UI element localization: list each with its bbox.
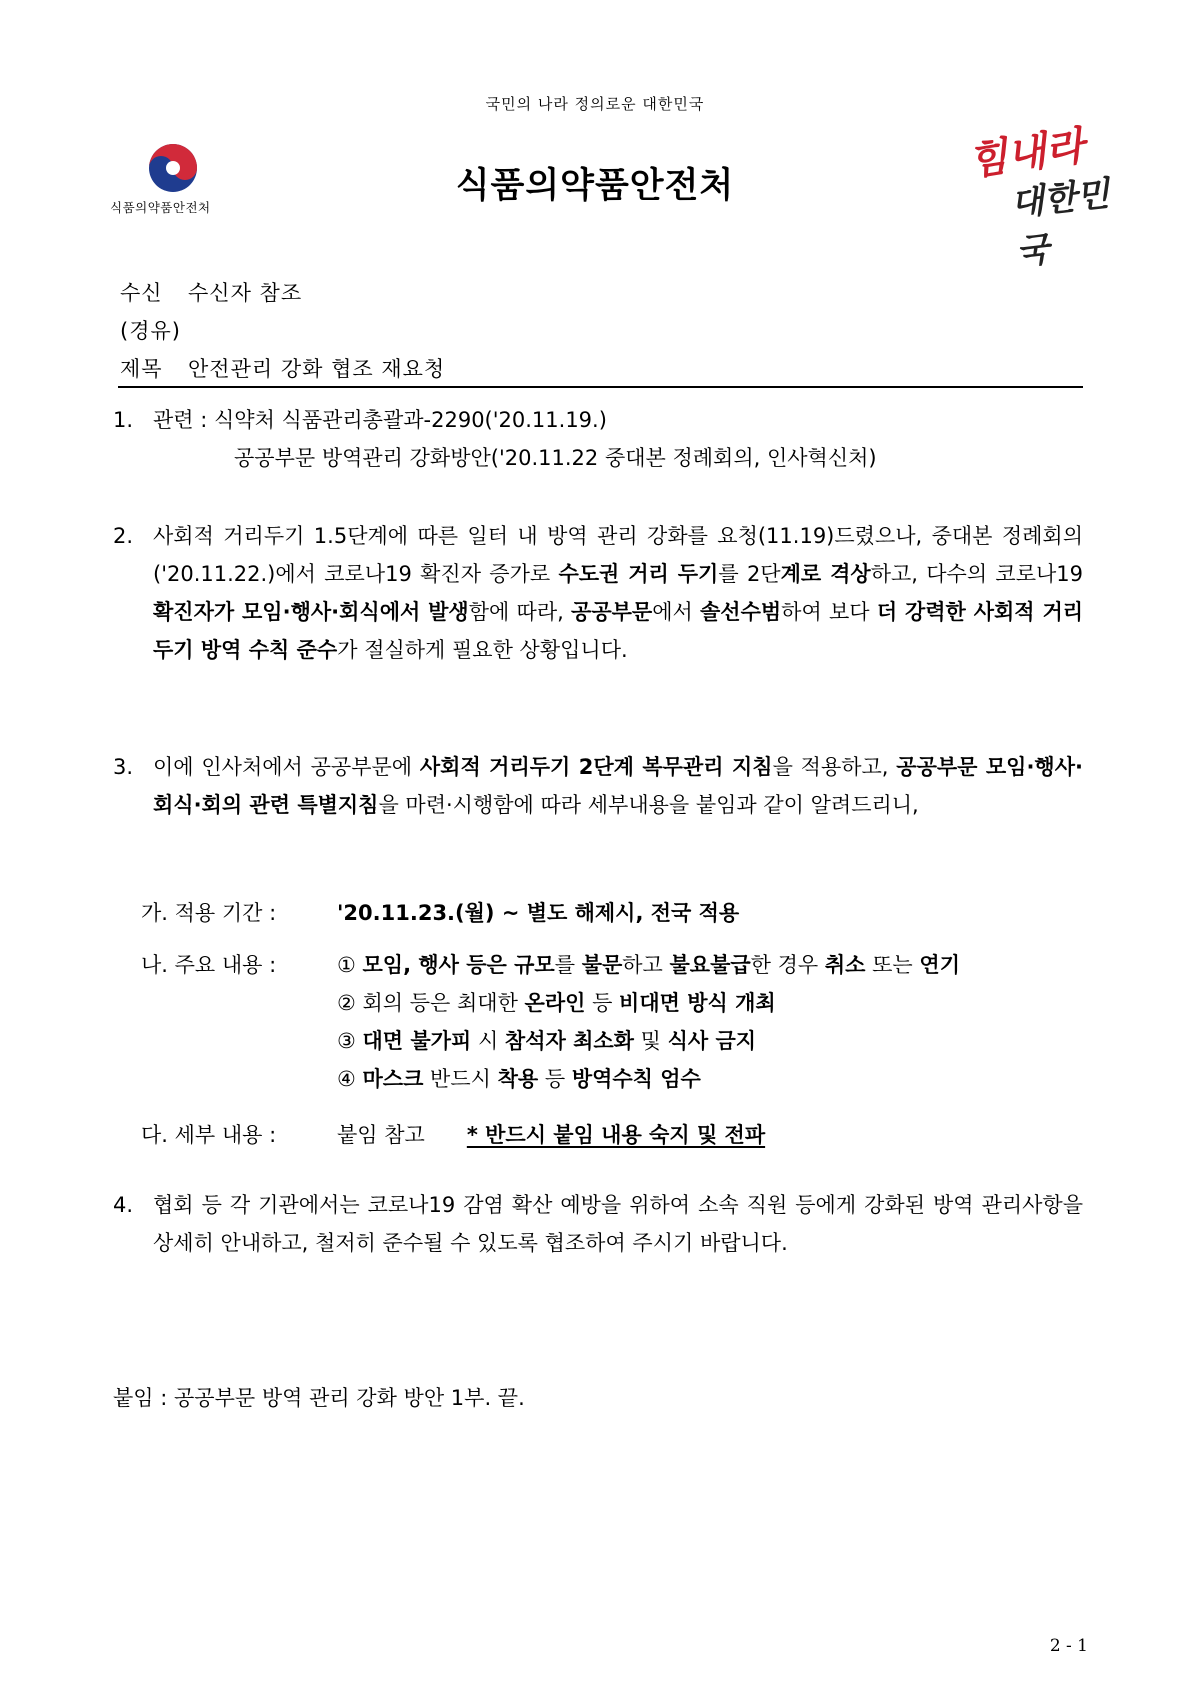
recipient-label: 수신 <box>120 281 163 305</box>
sub-b-item-mark: ② <box>337 991 363 1015</box>
subject-value: 안전관리 강화 협조 재요청 <box>188 357 446 381</box>
sub-b-label: 나. 주요 내용 : <box>141 953 277 977</box>
item-1-line-2: 공공부문 방역관리 강화방안('20.11.22 중대본 정례회의, 인사혁신처) <box>234 446 877 470</box>
sub-b-item-3: ③ 대면 불가피 시 참석자 최소화 및 식사 금지 <box>337 1029 757 1053</box>
sub-c-detail <box>141 1116 765 1154</box>
document-body <box>113 0 1083 1684</box>
sub-b-item-mark: ① <box>337 953 363 977</box>
agency-title: 식품의약품안전처 <box>455 166 735 206</box>
brush-slogan-line1: 힘내라 <box>965 122 1088 185</box>
item-4-text: 협회 등 각 기관에서는 코로나19 감염 확산 예방을 위하여 소속 직원 등에게 강화된 방역 관리사항을 상세히 안내하고, 철저히 준수될 수 있도록 협조하여 주시기 바랍니다. <box>153 1193 1083 1255</box>
sub-b-item-mark: ③ <box>337 1029 363 1053</box>
sub-b-item-1: ① 모임, 행사 등은 규모를 불문하고 불요불급한 경우 취소 또는 연기 <box>337 953 960 977</box>
item-2 <box>113 517 1083 669</box>
item-1-number: 1. <box>113 408 134 432</box>
attachment-line: 붙임 : 공공부문 방역 관리 강화 방안 1부. 끝. <box>113 1386 525 1410</box>
item-3 <box>113 748 1083 824</box>
item-1 <box>113 401 1083 477</box>
item-2-number: 2. <box>113 524 134 548</box>
recipient-value: 수신자 참조 <box>188 281 303 305</box>
page-number: 2 - 1 <box>1049 1636 1088 1656</box>
item-3-number: 3. <box>113 755 134 779</box>
slogan: 국민의 나라 정의로운 대한민국 <box>485 95 705 113</box>
subject-label: 제목 <box>120 357 163 381</box>
sub-b-item-4: ④ 마스크 반드시 착용 등 방역수칙 엄수 <box>337 1067 701 1091</box>
sub-c-label: 다. 세부 내용 : <box>141 1123 277 1147</box>
sub-c-note: * 반드시 붙임 내용 숙지 및 전파 <box>466 1123 766 1147</box>
logo-text: 식품의약품안전처 <box>110 200 211 215</box>
item-2-text: 사회적 거리두기 1.5단계에 따른 일터 내 방역 관리 강화를 요청(11.19)드렸으나, 중대본 정례회의('20.11.22.)에서 코로나19 확진자 증가로 수도권 거리 두기를 2단계로 격상하고, 다수의 코로나19 확진자가 모임·행사·회식에서 발생함에 따라, 공공부문에서 솔선수범하여 보다 더 강력한 사회적 거리두기 방역 수칙 준수가 절실하게 필요한 상황입니다. <box>153 524 1084 662</box>
item-4-number: 4. <box>113 1193 134 1217</box>
via-label: (경유) <box>120 319 181 343</box>
item-1-line-1: 관련 : 식약처 식품관리총괄과-2290('20.11.19.) <box>153 408 607 432</box>
item-4 <box>113 1186 1083 1262</box>
sub-a-value: '20.11.23.(월) ~ 별도 해제시, 전국 적용 <box>337 901 740 925</box>
sub-b-item-2: ② 회의 등은 최대한 온라인 등 비대면 방식 개최 <box>337 991 776 1015</box>
sub-a-period <box>141 894 739 932</box>
sub-c-value: 붙임 참고 <box>337 1123 425 1147</box>
sub-a-label: 가. 적용 기간 : <box>141 901 277 925</box>
item-3-text: 이에 인사처에서 공공부문에 사회적 거리두기 2단계 복무관리 지침을 적용하고, 공공부문 모임·행사·회식·회의 관련 특별지침을 마련·시행함에 따라 세부내용을 붙임과 같이 알려드리니, <box>153 755 1083 817</box>
sub-b-list <box>337 946 960 1098</box>
brush-slogan-line2: 대한민국 <box>1009 173 1112 273</box>
sub-b-item-mark: ④ <box>337 1067 363 1091</box>
sub-b-content <box>141 946 960 1098</box>
